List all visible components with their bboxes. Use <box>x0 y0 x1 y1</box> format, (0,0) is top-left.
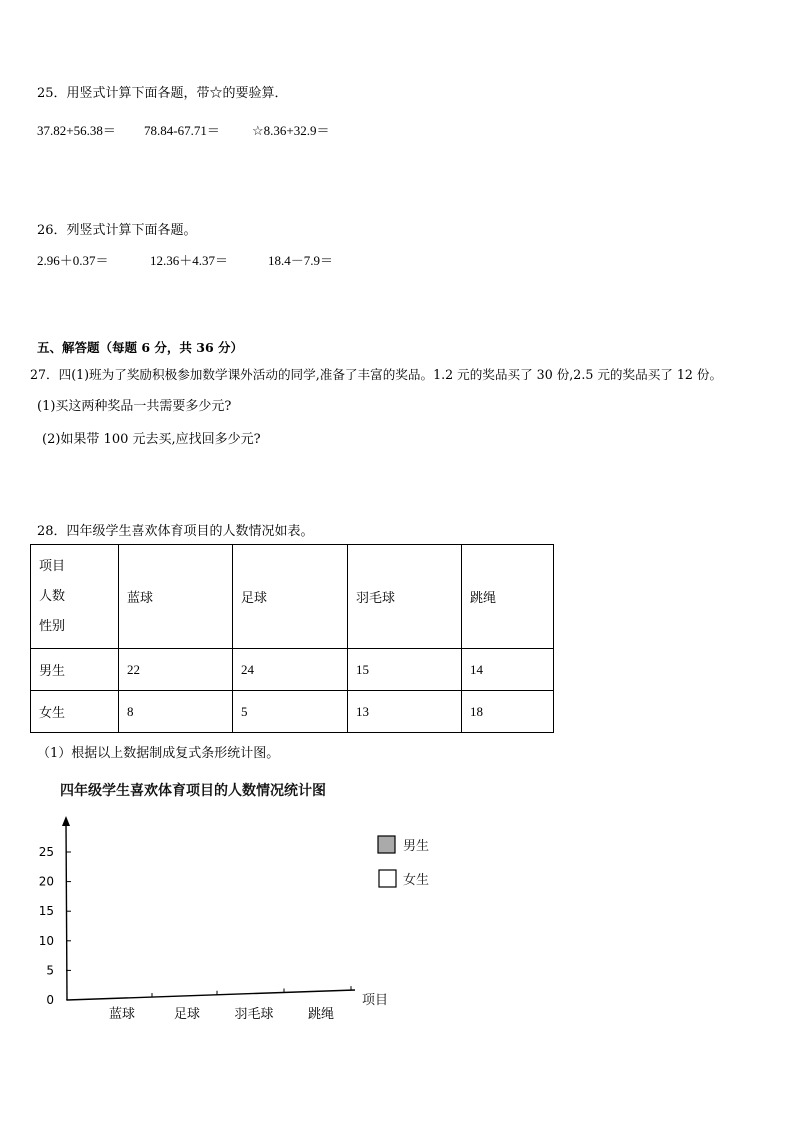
q27-stem: 27．四(1)班为了奖励积极参加数学课外活动的同学,准备了丰富的奖品。1.2 元的奖品买了 30 份,2.5 元的奖品买了 12 份。 <box>30 367 723 382</box>
q28-stem: 28．四年级学生喜欢体育项目的人数情况如表。 <box>37 524 314 539</box>
table-cell: 14 <box>462 649 554 691</box>
legend-label-boys: 男生 <box>403 839 430 854</box>
q26-expr-2: 12.36＋4.37＝ <box>150 253 229 268</box>
row-label: 男生 <box>31 649 119 691</box>
q26-expr-1: 2.96＋0.37＝ <box>37 253 109 268</box>
x-category-label: 跳绳 <box>307 1007 335 1022</box>
x-axis <box>67 990 355 1000</box>
y-tick-label: 0 <box>46 993 54 1007</box>
table-cell: 18 <box>462 691 554 733</box>
corner-label-project: 项目 <box>39 558 66 574</box>
table-cell: 15 <box>348 649 462 691</box>
legend <box>378 836 429 888</box>
y-tick-label: 10 <box>38 933 54 948</box>
row-label: 女生 <box>31 691 119 733</box>
q25-expr-3: ☆8.36+32.9＝ <box>252 123 330 138</box>
table-col-header: 蓝球 <box>119 545 233 649</box>
table-cell: 13 <box>348 691 462 733</box>
table-col-header: 羽毛球 <box>348 545 462 649</box>
x-category-label: 羽毛球 <box>234 1007 274 1022</box>
table-corner-cell <box>31 545 119 649</box>
table-col-header: 跳绳 <box>462 545 554 649</box>
y-tick-label: 25 <box>38 845 54 859</box>
table-col-header: 足球 <box>233 545 348 649</box>
q28-sub1: （1）根据以上数据制成复式条形统计图。 <box>37 746 280 761</box>
table-row <box>31 691 554 733</box>
q25-expr-2: 78.84-67.71＝ <box>144 123 220 138</box>
table-cell: 22 <box>119 649 233 691</box>
sports-table <box>30 544 554 733</box>
legend-label-girls: 女生 <box>403 873 430 888</box>
table-cell: 8 <box>119 691 233 733</box>
q25-expr-1: 37.82+56.38＝ <box>37 123 116 138</box>
x-category-label: 足球 <box>173 1007 201 1022</box>
table-row <box>31 649 554 691</box>
table-header-row <box>31 545 554 649</box>
y-axis-arrow <box>62 816 70 826</box>
table-cell: 5 <box>233 691 348 733</box>
corner-label-gender: 性别 <box>39 618 66 634</box>
chart-title: 四年级学生喜欢体育项目的人数情况统计图 <box>60 783 326 799</box>
table-cell: 24 <box>233 649 348 691</box>
corner-label-count: 人数 <box>39 588 66 604</box>
q26-title: 26．列竖式计算下面各题。 <box>37 223 197 238</box>
x-category-label: 蓝球 <box>108 1007 136 1022</box>
legend-swatch-girls <box>379 870 396 887</box>
blank-bar-chart <box>0 770 794 1040</box>
q25-title: 25．用竖式计算下面各题，带☆的要验算． <box>37 86 288 101</box>
section5-title: 五、解答题（每题 6 分，共 36 分） <box>37 340 244 355</box>
x-axis-label: 项目 <box>362 993 389 1008</box>
y-tick-label: 15 <box>38 904 54 919</box>
q27-sub1: (1)买这两种奖品一共需要多少元? <box>37 399 232 414</box>
y-tick-label: 5 <box>46 963 54 978</box>
q26-expr-3: 18.4－7.9＝ <box>268 253 334 268</box>
q27-sub2: (2)如果带 100 元去买,应找回多少元? <box>42 432 261 447</box>
y-tick-label: 20 <box>38 874 54 889</box>
legend-swatch-boys <box>378 836 395 853</box>
